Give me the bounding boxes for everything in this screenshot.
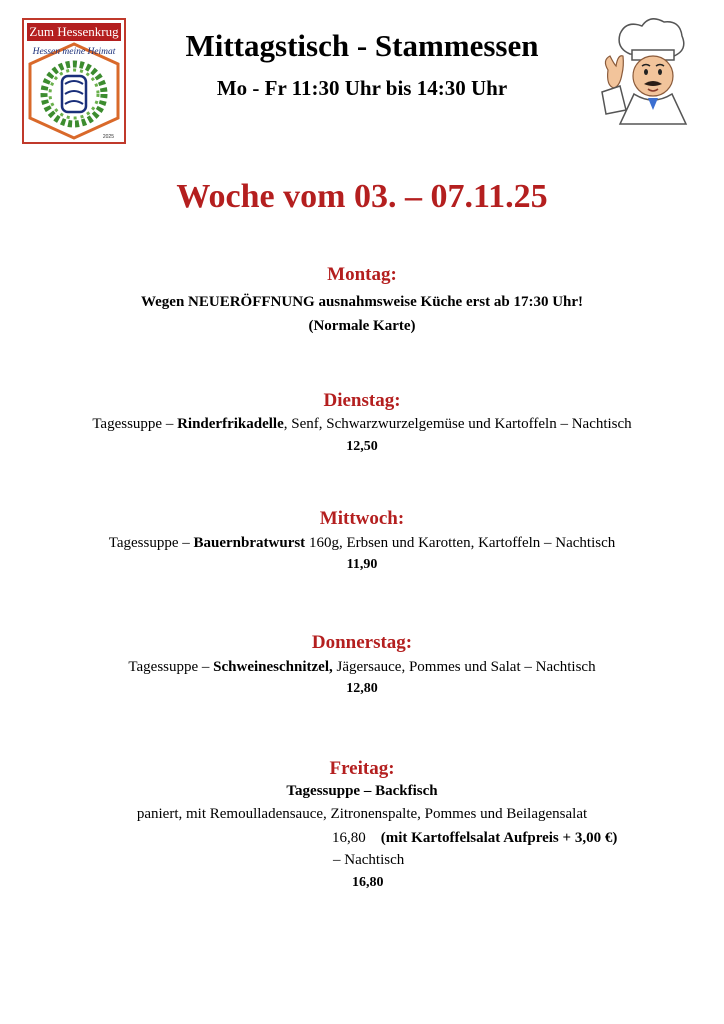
day-tuesday: Dienstag: [323,390,401,411]
friday-dish: Tagessuppe – Backfisch [286,783,438,799]
wednesday-price: 11,90 [346,557,378,572]
opening-hours: Mo - Fr 11:30 Uhr bis 14:30 Uhr [216,76,508,100]
friday-dessert: – Nachtisch [333,852,405,868]
tuesday-dish: Rinderfrikadelle [177,416,284,432]
monday-note: Wegen NEUERÖFFNUNG ausnahmsweise Küche erst ab 17:30 Uhr! [140,294,584,310]
monday-normal-menu: (Normale Karte) [308,318,416,334]
friday-surcharge-line [332,830,617,847]
thursday-dish: Schweineschnitzel, [213,659,333,675]
wednesday-dish: Bauernbratwurst [193,535,306,551]
friday-description: paniert, mit Remoulladensauce, Zitronenspalte, Pommes und Beilagensalat [136,806,588,822]
friday-base-price: 16,80 [332,830,366,846]
day-wednesday: Mittwoch: [319,508,405,529]
tuesday-menu: Tagessuppe – Rinderfrikadelle, Senf, Schwarzwurzelgemüse und Kartoffeln – Nachtisch [92,416,632,432]
tuesday-price: 12,50 [346,439,378,454]
day-monday: Montag: [327,264,397,285]
thursday-price: 12,80 [346,681,378,696]
chef-illustration [590,14,700,126]
logo-name: Zum Hessenkrug [29,24,119,39]
logo-year: 2025 [102,134,114,140]
week-range: Woche vom 03. – 07.11.25 [176,178,548,215]
day-friday: Freitag: [329,758,395,779]
wednesday-menu: Tagessuppe – Bauernbratwurst 160g, Erbsen und Karotten, Kartoffeln – Nachtisch [108,535,616,551]
friday-surcharge: (mit Kartoffelsalat Aufpreis + 3,00 €) [380,830,618,846]
friday-price: 16,80 [352,875,384,890]
thursday-menu: Tagessuppe – Schweineschnitzel, Jägersauce, Pommes und Salat – Nachtisch [128,659,596,675]
logo-slogan: Hessen meine Heimat [32,47,116,57]
day-thursday: Donnerstag: [311,632,413,653]
page-title: Mittagstisch - Stammessen [185,28,539,63]
